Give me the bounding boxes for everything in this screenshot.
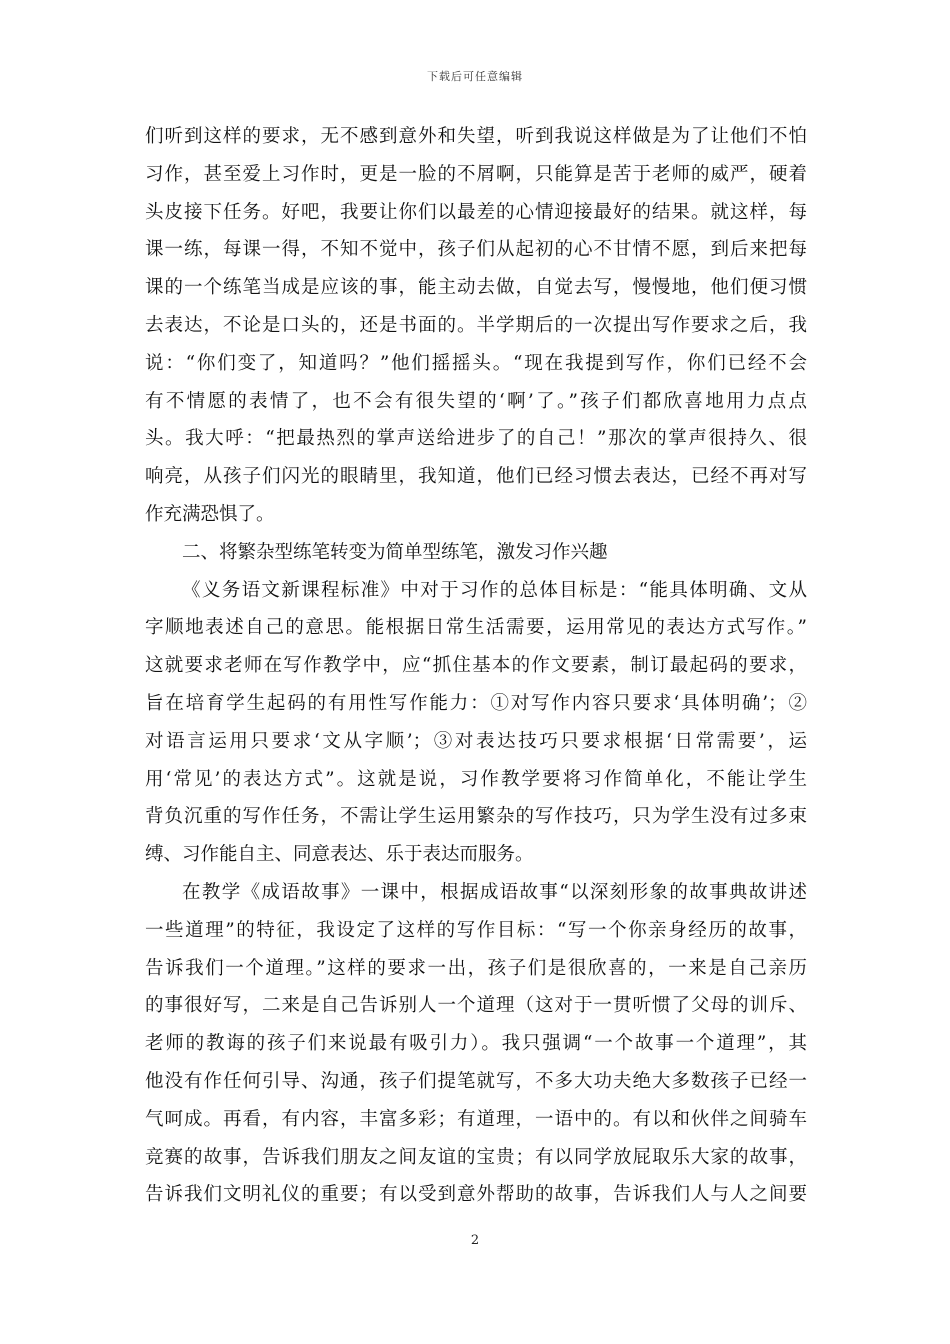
text-line: 这就要求老师在写作教学中，应“抓住基本的作文要素，制订最起码的要求， [145, 655, 807, 677]
text-line: 作充满恐惧了。 [145, 503, 275, 525]
text-line: 字顺地表述自己的意思。能根据日常生活需要，运用常见的表达方式写作。” [145, 617, 807, 639]
text-line: 去表达，不论是口头的，还是书面的。半学期后的一次提出写作要求之后，我 [145, 314, 807, 336]
text-line: 在教学《成语故事》一课中，根据成语故事“以深刻形象的故事典故讲述 [182, 881, 807, 903]
text-line: 竞赛的故事，告诉我们朋友之间友谊的宝贵；有以同学放屁取乐大家的故事， [145, 1146, 807, 1168]
text-line: 《义务语文新课程标准》中对于习作的总体目标是：“能具体明确、文从 [182, 579, 807, 601]
text-line: 习作，甚至爱上习作时，更是一脸的不屑啊，只能算是苦于老师的威严，硬着 [145, 163, 807, 185]
text-line: 用‘常见’的表达方式”。这就是说，习作教学要将习作简单化，不能让学生 [145, 768, 807, 790]
text-line: 老师的教诲的孩子们来说最有吸引力）。我只强调“一个故事一个道理”，其 [145, 1033, 807, 1055]
text-line: 缚、习作能自主、同意表达、乐于表达而服务。 [145, 844, 534, 866]
text-line: 二、将繁杂型练笔转变为简单型练笔，激发习作兴趣 [182, 541, 608, 563]
text-line: 对语言运用只要求‘文从字顺’；③对表达技巧只要求根据‘日常需要’，运 [145, 730, 807, 752]
text-line: 有不情愿的表情了，也不会有很失望的‘啊’了。”孩子们都欣喜地用力点点 [145, 390, 807, 412]
text-line: 一些道理”的特征，我设定了这样的写作目标：“写一个你亲身经历的故事， [145, 919, 807, 941]
text-line: 课的一个练笔当成是应该的事，能主动去做，自觉去写，慢慢地，他们便习惯 [145, 277, 807, 299]
text-line: 背负沉重的写作任务，不需让学生运用繁杂的写作技巧，只为学生没有过多束 [145, 806, 807, 828]
text-line: 说：“你们变了，知道吗？”他们摇摇头。“现在我提到写作，你们已经不会 [145, 352, 807, 374]
text-line: 头。我大呼：“把最热烈的掌声送给进步了的自己！”那次的掌声很持久、很 [145, 428, 807, 450]
text-line: 头皮接下任务。好吧，我要让你们以最差的心情迎接最好的结果。就这样，每 [145, 201, 807, 223]
text-line: 的事很好写，二来是自己告诉别人一个道理（这对于一贯听惯了父母的训斥、 [145, 995, 807, 1017]
text-line: 气呵成。再看，有内容，丰富多彩；有道理，一语中的。有以和伙伴之间骑车 [145, 1108, 807, 1130]
page-header: 下载后可任意编辑 [427, 70, 523, 83]
text-line: 旨在培育学生起码的有用性写作能力：①对写作内容只要求‘具体明确’；② [145, 692, 807, 714]
document-body [145, 118, 807, 1214]
text-line: 响亮，从孩子们闪光的眼睛里，我知道，他们已经习惯去表达，已经不再对写 [145, 466, 807, 488]
text-line: 他没有作任何引导、沟通，孩子们提笔就写，不多大功夫绝大多数孩子已经一 [145, 1070, 807, 1092]
text-line: 告诉我们文明礼仪的重要；有以受到意外帮助的故事，告诉我们人与人之间要 [145, 1184, 807, 1206]
text-line: 课一练，每课一得，不知不觉中，孩子们从起初的心不甘情不愿，到后来把每 [145, 239, 807, 261]
text-line: 们听到这样的要求，无不感到意外和失望，听到我说这样做是为了让他们不怕 [145, 126, 807, 147]
page-number: 2 [470, 1233, 480, 1248]
text-line: 告诉我们一个道理。”这样的要求一出，孩子们是很欣喜的，一来是自己亲历 [145, 957, 807, 979]
